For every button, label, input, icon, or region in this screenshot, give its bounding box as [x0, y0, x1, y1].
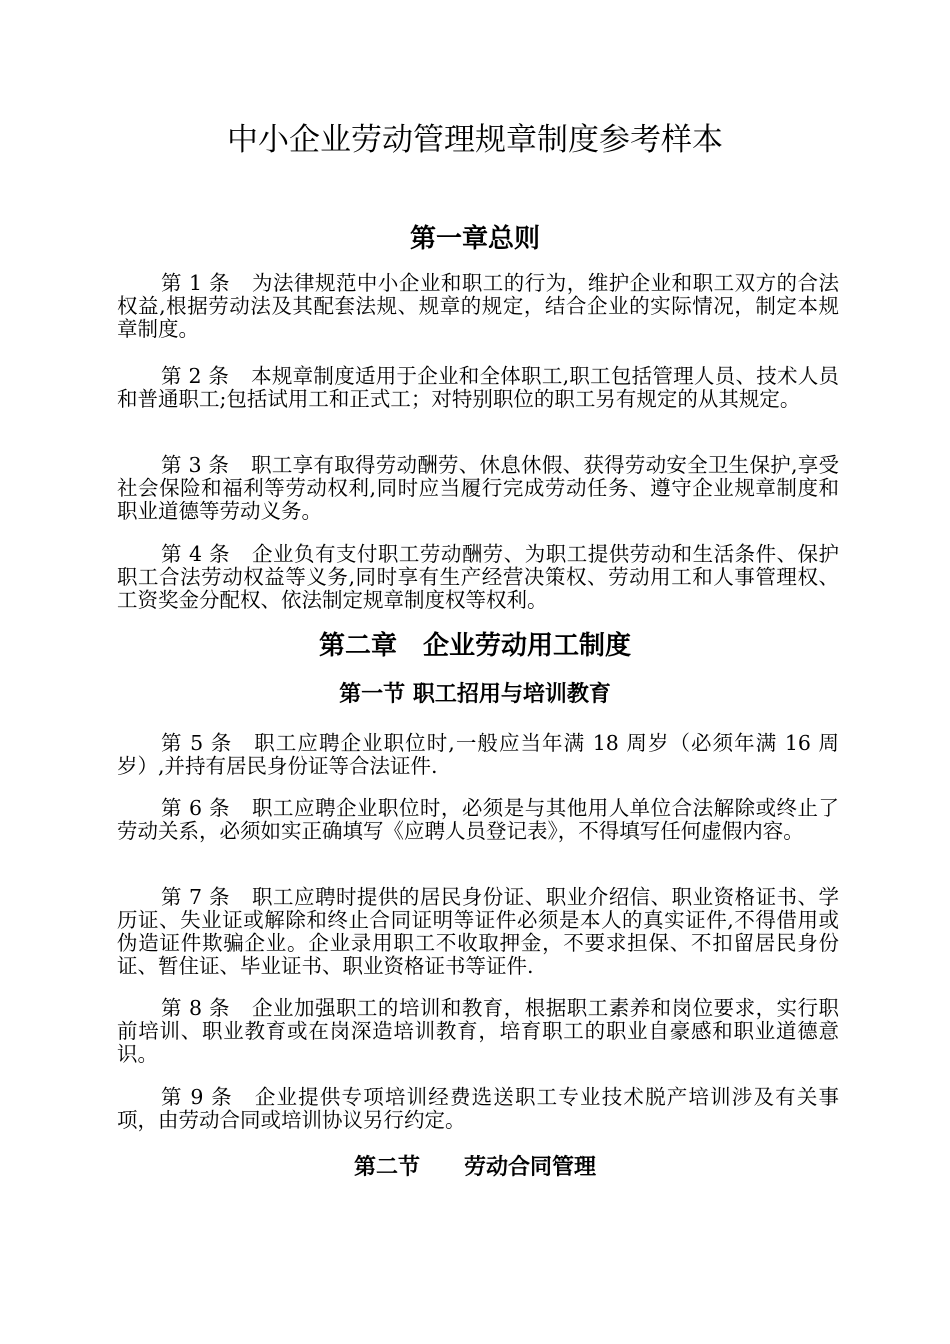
chapter-1-heading: 第一章总则 — [409, 224, 540, 254]
article-7-number: 第 7 条 — [161, 885, 231, 909]
article-3-text: 职工享有取得劳动酬劳、休息休假、获得劳动安全卫生保护,享受社会保险和福利等劳动权利,同时应当履行完成劳动任务、遵守企业规章制度和职业道德等劳动义务。 — [117, 453, 840, 523]
article-9 — [117, 1086, 839, 1132]
chapter-2-heading: 第二章 企业劳动用工制度 — [318, 631, 631, 661]
article-6-text: 职工应聘企业职位时，必须是与其他用人单位合法解除或终止了劳动关系，必须如实正确填写《应聘人员登记表》，不得填写任何虚假内容。 — [117, 796, 840, 843]
article-9-number: 第 9 条 — [161, 1085, 233, 1109]
article-6 — [117, 797, 839, 843]
article-9-text: 企业提供专项培训经费选送职工专业技术脱产培训涉及有关事项，由劳动合同或培训协议另行约定。 — [117, 1085, 840, 1132]
article-2-text: 本规章制度适用于企业和全体职工,职工包括管理人员、技术人员和普通职工;包括试用工和正式工；对特别职位的职工另有规定的从其规定。 — [117, 364, 840, 411]
document-title: 中小企业劳动管理规章制度参考样本 — [227, 122, 723, 158]
article-1-number: 第 1 条 — [161, 271, 231, 295]
article-5 — [117, 732, 839, 778]
article-1-text: 为法律规范中小企业和职工的行为，维护企业和职工双方的合法权益,根据劳动法及其配套法规、规章的规定，结合企业的实际情况，制定本规章制度。 — [117, 271, 840, 341]
article-3-number: 第 3 条 — [161, 453, 230, 477]
article-7 — [117, 886, 839, 978]
article-8-number: 第 8 条 — [161, 996, 231, 1020]
section-1-heading: 第一节 职工招用与培训教育 — [339, 682, 611, 707]
article-5-text: 职工应聘企业职位时,一般应当年满 18 周岁（必须年满 16 周岁）,并持有居民身份证等合法证件. — [117, 731, 839, 778]
article-4 — [117, 543, 839, 612]
article-4-number: 第 4 条 — [161, 542, 231, 566]
article-7-text: 职工应聘时提供的居民身份证、职业介绍信、职业资格证书、学历证、失业证或解除和终止合同证明等证件必须是本人的真实证件,不得借用或伪造证件欺骗企业。企业录用职工不收取押金，不要求担保、不扣留居民身份证、暂住证、毕业证书、职业资格证书等证件. — [117, 885, 840, 978]
article-5-number: 第 5 条 — [161, 731, 233, 755]
article-1 — [117, 272, 839, 341]
article-4-text: 企业负有支付职工劳动酬劳、为职工提供劳动和生活条件、保护职工合法劳动权益等义务,同时享有生产经营决策权、劳动用工和人事管理权、工资奖金分配权、依法制定规章制度权等权利。 — [117, 542, 840, 612]
article-8-text: 企业加强职工的培训和教育，根据职工素养和岗位要求，实行职前培训、职业教育或在岗深造培训教育，培育职工的职业自豪感和职业道德意识。 — [117, 996, 840, 1066]
section-2-heading: 第二节 劳动合同管理 — [353, 1155, 596, 1180]
article-3 — [117, 454, 839, 523]
article-6-number: 第 6 条 — [161, 796, 231, 820]
article-8 — [117, 997, 839, 1066]
article-2 — [117, 365, 839, 411]
article-2-number: 第 2 条 — [161, 364, 230, 388]
